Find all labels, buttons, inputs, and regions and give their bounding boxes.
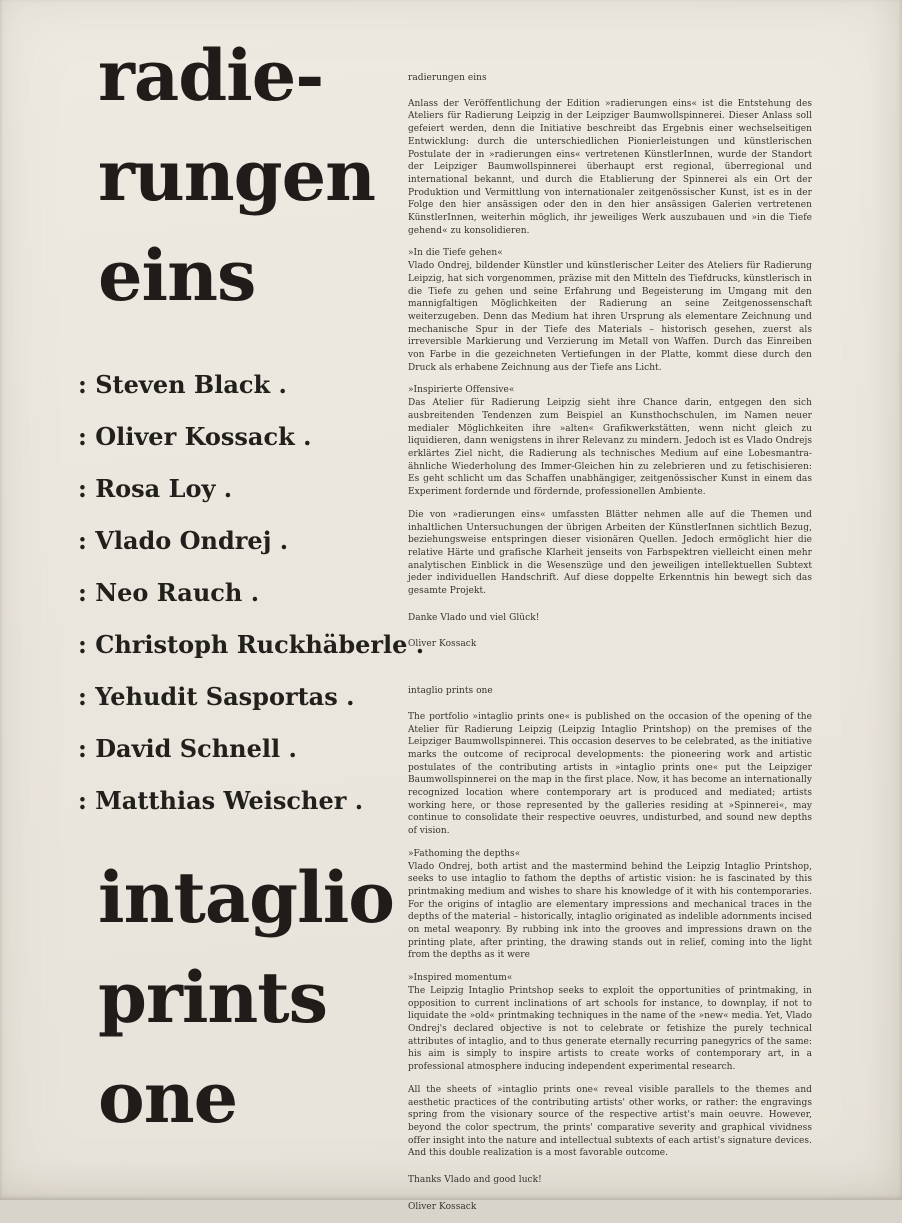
paragraph-text: Vlado Ondrej, bildender Künstler und künstlerischer Leiter des Ateliers für Radierung Leipzig, hat sich vorgenommen, präzise mit den Mitteln des Tiefdrucks, künstlerisch in die Tiefe zu gehen und seine Erfahrung und Begeisterung im Umgang mit den mannigfaltigen Möglichkeiten der Radierung an seine Zeitgenossenschaft weiterzugeben. Denn das Medium hat ihren Ursprung als elementare Zeichnung und mechanische Spur in der Tiefe des Materials – historisch gesehen, zuerst als irreversible Markierung und Verzierung im Metall von Waffen. Durch das Einreiben von Farbe in die gezeichneten Vertiefungen in der Platte, kommt diese durch den Druck als erhabene Zeichnung aus der Tiefe ans Licht. — [408, 261, 812, 373]
section-title — [408, 685, 812, 698]
artist-name: : Oliver Kossack . — [78, 422, 312, 451]
portfolio-title-german-line: radie- — [98, 34, 324, 117]
paragraph-subhead: »Fathoming the depths« — [408, 848, 521, 859]
portfolio-title-english-line: prints — [98, 956, 328, 1039]
paragraph-subhead: »Inspired momentum« — [408, 973, 513, 984]
portfolio-title-german — [98, 26, 375, 326]
body-paragraph — [408, 711, 812, 838]
portfolio-title-english — [98, 848, 394, 1148]
text-column — [408, 72, 812, 1223]
body-paragraph — [408, 509, 812, 598]
body-paragraph — [408, 848, 812, 962]
artist-list — [78, 359, 424, 827]
signoff-line — [408, 638, 812, 651]
signoff-line — [408, 1201, 812, 1214]
body-paragraph — [408, 972, 812, 1074]
portfolio-title-english-line: one — [98, 1056, 238, 1139]
signoff-line — [408, 1174, 812, 1187]
portfolio-title-german-line: rungen — [98, 134, 376, 217]
artist-name: : Neo Rauch . — [78, 578, 260, 607]
paragraph-text: The portfolio »intaglio prints one« is published on the occasion of the opening of the Atelier für Radierung Leipzig (Leipzig Intaglio Printshop) on the premises of the Leipziger Baumwollspinnerei. This occasion deserves to be celebrated, as the initiative marks the outcome of reciprocal developments: the pioneering work and artistic postulates of the contributing artists in »intaglio prints one« put the Leipziger Baumwollspinnerei on the map in the first place. Now, it has become an internationally recognized location where contemporary art is produced and mediated; artists working here, or those represented by the galleries residing at »Spinnerei«, may continue to consolidate their respective oeuvres, undisturbed, and sound new depths of vision. — [408, 711, 812, 837]
block-text: Thanks Vlado and good luck! — [408, 1175, 542, 1186]
section-title — [408, 72, 812, 85]
artist-name: : Rosa Loy . — [78, 474, 233, 503]
block-text: Oliver Kossack — [408, 639, 477, 650]
block-text: radierungen eins — [408, 73, 487, 83]
signoff-line — [408, 612, 812, 625]
artist-name: : Matthias Weischer . — [78, 786, 364, 815]
paragraph-subhead: »In die Tiefe gehen« — [408, 248, 503, 259]
artist-name: : Steven Black . — [78, 370, 287, 399]
paragraph-text: Das Atelier für Radierung Leipzig sieht ihre Chance darin, entgegen den sich ausbreitenden Tendenzen zum Beispiel an Kunsthochschulen, im Namen neuer medialer Möglichkeiten ihre »alten« Grafikwerkstätten, wenn nicht gleich zu liquidieren, dann wenigstens in ihrer Relevanz zu mindern. Jedoch ist es Vlado Ondrejs erklärtes Ziel nicht, die Radierung als technisches Medium auf eine Lobesmantra-ähnliche Wiederholung des Immer-Gleichen hin zu zelebrieren und zu fetischisieren: Es geht schlicht um das Schaffen unabhängiger, zeitgenössischer Kunst in einem das Experiment fordernde und fördernde, professionellen Ambiente. — [408, 398, 812, 498]
portfolio-title-english-line: intaglio — [98, 856, 394, 939]
paragraph-subhead: »Inspirierte Offensive« — [408, 385, 515, 396]
block-text: intaglio prints one — [408, 686, 493, 697]
body-paragraph — [408, 1084, 812, 1160]
artist-name: : Christoph Ruckhäberle . — [78, 630, 425, 659]
paragraph-text: All the sheets of »intaglio prints one« reveal visible parallels to the themes and aesthetic practices of the contributing artists' other works, or rather: the engravings spring from the visionary source of the respective artist's main oeuvre. However, beyond the color spectrum, the prints' comparative severity and graphical vividness offer insight into the nature and intellectual subtexts of each artist's signature devices. And this double realization is a most favorable outcome. — [408, 1084, 812, 1159]
paragraph-text: The Leipzig Intaglio Printshop seeks to exploit the opportunities of printmaking, in opposition to current inclinations of art schools for instance, to downplay, if not to liquidate the »old« printmaking techniques in the name of the »new« media. Yet, Vlado Ondrej's declared objective is not to celebrate or fetishize the purely technical attributes of intaglio, and to thus generate eternally recurring panegyrics of the same: his aim is simply to inspire artists to create works of contemporary art, in a professional atmosphere inducing independent experimental research. — [408, 985, 812, 1073]
portfolio-title-german-line: eins — [98, 234, 256, 317]
left-column — [78, 0, 425, 1200]
paragraph-text: Die von »radierungen eins« umfassten Blätter nehmen alle auf die Themen und inhaltlichen Untersuchungen der übrigen Arbeiten der KünstlerInnen sichtlich Bezug, beziehungsweise entspringen dieser visionären Quellen. Jedoch ermöglicht hier die relative Härte und grafische Klarheit jenseits von Farbspektren vielleicht einen mehr analytischen Einblick in die Wesenszüge und den jeweiligen intellektuellen Subtext jeder individuellen Handschrift. Auf diese doppelte Erkenntnis hin bewegt sich das gesamte Projekt. — [408, 509, 812, 597]
paragraph-text: Vlado Ondrej, both artist and the mastermind behind the Leipzig Intaglio Printshop, seeks to use intaglio to fathom the depths of artistic vision: he is fascinated by this printmaking medium and wishes to share his knowledge of it with his contemporaries. For the origins of intaglio are elementary impressions and mechanical traces in the depths of the material – historically, intaglio originated as indelible adornments incised on metal weaponry. By rubbing ink into the grooves and impressions drawn on the printing plate, after printing, the drawing stands out in relief, coming into the light from the depths as it were — [408, 861, 812, 961]
block-text: Oliver Kossack — [408, 1201, 477, 1212]
body-paragraph — [408, 247, 812, 374]
artist-name: : Vlado Ondrej . — [78, 526, 289, 555]
artist-name: : Yehudit Sasportas . — [78, 682, 355, 711]
block-text: Danke Vlado und viel Glück! — [408, 612, 540, 623]
body-paragraph — [408, 384, 812, 498]
body-paragraph — [408, 98, 812, 238]
paragraph-text: Anlass der Veröffentlichung der Edition »radierungen eins« ist die Entstehung des Ateliers für Radierung Leipzig in der Leipziger Baumwollspinnerei. Dieser Anlass soll gefeiert werden, denn die Initiative beschreibt das Ergebnis einer wechselseitigen Entwicklung: durch die unterschiedlichen Pionierleistungen und künstlerischen Postulate der in »radierungen eins« vertretenen KünstlerInnen, wurde der Standort der Leipziger Baumwollspinnerei überhaupt erst regional, überregional und international bekannt, und durch die Etablierung der Spinnerei als ein Ort der Produktion und Vermittlung von internationaler zeitgenössischer Kunst, ist es in der Folge den hier ansässigen oder den in den hier ansässigen Galerien vertretenen KünstlerInnen, weiterhin möglich, ihr jeweiliges Werk auszubauen und »in die Tiefe gehend« zu konsolidieren. — [408, 98, 812, 236]
artist-name: : David Schnell . — [78, 734, 297, 763]
